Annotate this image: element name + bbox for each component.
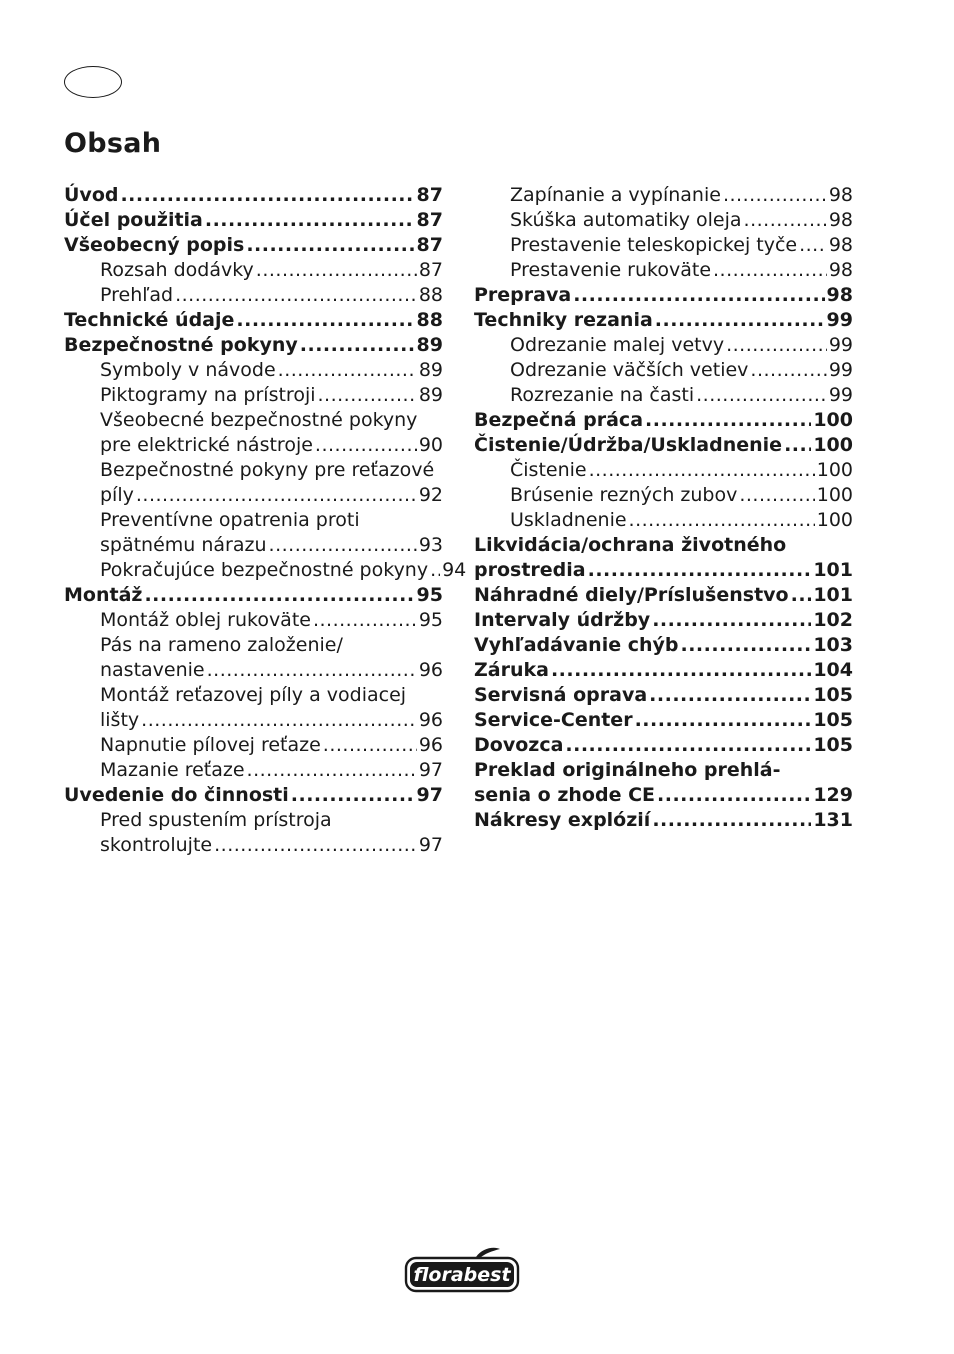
toc-entry-title: Čistenie/Údržba/Uskladnenie [474,434,783,456]
dot-leader [318,383,417,408]
toc-entry-page: 98 [826,284,853,306]
toc-entry-title: Preprava [474,284,572,306]
dot-leader [629,508,815,533]
toc-entry-page: 100 [813,434,853,456]
toc-entry-title: Montáž oblej rukoväte [100,609,311,631]
dot-leader [313,608,417,633]
dot-leader [144,583,414,608]
toc-entry-title: senia o zhode CE [474,784,656,806]
toc-entry-title: Prehľad [100,284,174,306]
toc-entry [64,358,443,383]
toc-entry [474,508,853,533]
toc-entry-page: 94 [442,559,467,581]
toc-entry [64,558,467,583]
toc-entry-page: 89 [418,384,443,406]
toc-entry-title: Bezpečnostné pokyny [64,334,298,356]
dot-leader [645,408,811,433]
dot-leader [739,483,814,508]
toc-entry-page: 99 [828,359,853,381]
dot-leader [750,358,826,383]
dot-leader [300,333,415,358]
dot-leader [278,358,417,383]
dot-leader [246,233,414,258]
toc-entry-title: Vyhľadávanie chýb [474,634,679,656]
dot-leader [236,308,414,333]
toc-entry-page: 105 [813,684,853,706]
toc-entry-title: Dovozca [474,734,564,756]
toc-entry [474,308,853,333]
toc-entry-page: 100 [813,409,853,431]
toc-entry-page: 88 [416,309,443,331]
toc-entry [64,733,443,758]
dot-leader [649,683,811,708]
toc-entry-title: Odrezanie malej vetvy [510,334,725,356]
toc-entry-page: 95 [416,584,443,606]
toc-entry-page: 97 [418,834,443,856]
dot-leader [430,558,440,583]
toc-entry [474,283,853,308]
toc-entry [474,783,853,808]
toc-entry-title: Service-Center [474,709,633,731]
toc-entry [474,808,853,833]
toc-left-column [64,183,467,858]
toc-entry-title: Pred spustením prístroja [100,809,332,831]
toc-entry-page: 99 [828,384,853,406]
toc-entry-page: 97 [416,784,443,806]
dot-leader [573,283,824,308]
toc-entry-page: 92 [418,484,443,506]
florabest-logo [404,1246,520,1294]
toc-entry [64,808,443,833]
toc-entry-title: Bezpečná práca [474,409,644,431]
toc-entry-page: 98 [828,184,853,206]
toc-entry [64,258,443,283]
page-title: Obsah [64,128,162,159]
toc-entry-page: 102 [813,609,853,631]
toc-entry [474,708,853,733]
toc-entry [64,483,443,508]
toc-entry-page: 105 [813,734,853,756]
toc-entry-title: Zapínanie a vypínanie [510,184,721,206]
toc-entry [64,408,443,433]
toc-entry-page: 103 [813,634,853,656]
toc-entry-title: Odrezanie väčších vetiev [510,359,749,381]
dot-leader [136,483,417,508]
dot-leader [315,433,417,458]
toc-entry-title: Piktogramy na prístroji [100,384,316,406]
dot-leader [214,833,417,858]
dot-leader [799,233,827,258]
toc-entry [64,658,443,683]
toc-entry-title: Nákresy explózií [474,809,651,831]
toc-entry-page: 97 [418,759,443,781]
logo-text: florabest [413,1264,511,1286]
toc-entry [64,333,443,358]
dot-leader [269,533,417,558]
toc-entry-page: 88 [418,284,443,306]
toc-entry [64,783,443,808]
toc-entry-title: Intervaly údržby [474,609,651,631]
dot-leader [723,183,827,208]
toc-entry [64,283,443,308]
toc-entry-title: Servisná oprava [474,684,648,706]
toc-entry-title: Montáž [64,584,143,606]
toc-entry-page: 105 [813,709,853,731]
toc-entry [474,333,853,358]
toc-entry [474,683,853,708]
toc-entry [474,358,853,383]
toc-entry [64,683,443,708]
toc-entry-title: Rozsah dodávky [100,259,254,281]
toc-entry-title: Pás na rameno založenie/ [100,634,343,656]
toc-entry-title: Skúška automatiky oleja [510,209,742,231]
dot-leader [205,208,415,233]
dot-leader [175,283,417,308]
toc-entry-title: pre elektrické nástroje [100,434,313,456]
toc-entry-title: Napnutie pílovej reťaze [100,734,321,756]
toc-entry-title: prostredia [474,559,586,581]
toc-entry-title: lišty [100,709,140,731]
toc-entry-title: Úvod [64,184,119,206]
toc-entry [474,408,853,433]
toc-entry-page: 87 [416,234,443,256]
dot-leader [681,633,812,658]
toc-entry-page: 101 [813,584,853,606]
toc-entry-title: Uvedenie do činnosti [64,784,289,806]
dot-leader [256,258,417,283]
dot-leader [635,708,812,733]
toc-entry-page: 131 [813,809,853,831]
toc-entry-title: Uskladnenie [510,509,627,531]
dot-leader [589,458,815,483]
toc-entry-title: Záruka [474,659,549,681]
dot-leader [652,608,811,633]
toc-entry [474,583,853,608]
dot-leader [120,183,414,208]
toc-entry-title: Montáž reťazovej píly a vodiacej [100,684,407,706]
toc-entry-page: 96 [418,709,443,731]
toc-entry [474,433,853,458]
toc-entry-title: skontrolujte [100,834,213,856]
toc-entry-page: 87 [418,259,443,281]
toc-entry [64,458,443,483]
toc-entry [474,183,853,208]
toc-entry-page: 98 [828,259,853,281]
toc-entry-title: Náhradné diely/Príslušenstvo [474,584,789,606]
toc-entry-title: Preventívne opatrenia proti [100,509,360,531]
toc-entry-title: Mazanie reťaze [100,759,245,781]
dot-leader [565,733,811,758]
dot-leader [655,308,825,333]
toc-entry-page: 100 [816,509,853,531]
toc-entry [64,183,443,208]
toc-entry-page: 89 [416,334,443,356]
toc-entry [64,533,443,558]
toc-entry [64,208,443,233]
toc-entry-page: 100 [816,459,853,481]
toc-entry [64,708,443,733]
toc-entry-page: 100 [816,484,853,506]
toc-entry-title: Prestavenie teleskopickej tyče [510,234,798,256]
toc-entry [474,558,853,583]
toc-entry-page: 87 [416,209,443,231]
toc-entry-title: spätnému nárazu [100,534,267,556]
toc-entry-page: 95 [418,609,443,631]
toc-entry-page: 99 [826,309,853,331]
toc-entry [474,258,853,283]
dot-leader [588,558,812,583]
toc-entry-title: Všeobecné bezpečnostné pokyny [100,409,418,431]
toc-entry-page: 87 [416,184,443,206]
toc-entry-page: 89 [418,359,443,381]
toc-entry-title: Všeobecný popis [64,234,245,256]
dot-leader [207,658,417,683]
toc-entry [474,208,853,233]
dot-leader [744,208,827,233]
toc-entry [474,458,853,483]
dot-leader [291,783,415,808]
toc-entry [64,383,443,408]
toc-entry-title: Rozrezanie na časti [510,384,695,406]
toc-entry-page: 129 [813,784,853,806]
toc-entry [64,633,443,658]
toc-entry [64,758,443,783]
dot-leader [726,333,827,358]
toc-entry-title: Pokračujúce bezpečnostné pokyny [100,559,429,581]
toc-entry [64,233,443,258]
toc-entry-page: 104 [813,659,853,681]
toc-entry-title: Technické údaje [64,309,235,331]
toc-entry-title: Techniky rezania [474,309,653,331]
dot-leader [713,258,827,283]
dot-leader [141,708,417,733]
toc-entry-page: 98 [828,209,853,231]
toc-entry-title: Účel použitia [64,209,203,231]
dot-leader [784,433,811,458]
toc-entry [474,233,853,258]
toc-entry-title: Prestavenie rukoväte [510,259,712,281]
toc-entry-title: Bezpečnostné pokyny pre reťazové [100,459,435,481]
language-badge [64,66,122,98]
toc-entry [64,608,443,633]
toc-entry [474,383,853,408]
toc-entry [474,733,853,758]
dot-leader [696,383,827,408]
toc-entry [64,308,443,333]
toc-entry-title: píly [100,484,134,506]
toc-entry [474,633,853,658]
dot-leader [551,658,811,683]
toc-entry [474,608,853,633]
toc-right-column [474,183,853,833]
dot-leader [652,808,811,833]
toc-entry-page: 98 [828,234,853,256]
toc-entry-title: Preklad originálneho prehlá- [474,759,781,781]
toc-entry [474,758,853,783]
toc-entry-page: 90 [418,434,443,456]
toc-entry [64,508,443,533]
toc-entry-title: Symboly v návode [100,359,276,381]
toc-entry [64,833,443,858]
dot-leader [657,783,811,808]
toc-entry-page: 101 [813,559,853,581]
dot-leader [791,583,812,608]
toc-entry-page: 93 [418,534,443,556]
toc-entry [64,583,443,608]
toc-entry-title: Brúsenie rezných zubov [510,484,738,506]
dot-leader [323,733,417,758]
toc-entry-title: Likvidácia/ochrana životného [474,534,787,556]
toc-entry-page: 99 [828,334,853,356]
toc-entry-page: 96 [418,734,443,756]
toc-entry [474,483,853,508]
dot-leader [247,758,417,783]
toc-entry-title: nastavenie [100,659,205,681]
toc-entry [474,658,853,683]
toc-entry [64,433,443,458]
toc-entry-page: 96 [418,659,443,681]
toc-entry-title: Čistenie [510,459,587,481]
toc-entry [474,533,853,558]
